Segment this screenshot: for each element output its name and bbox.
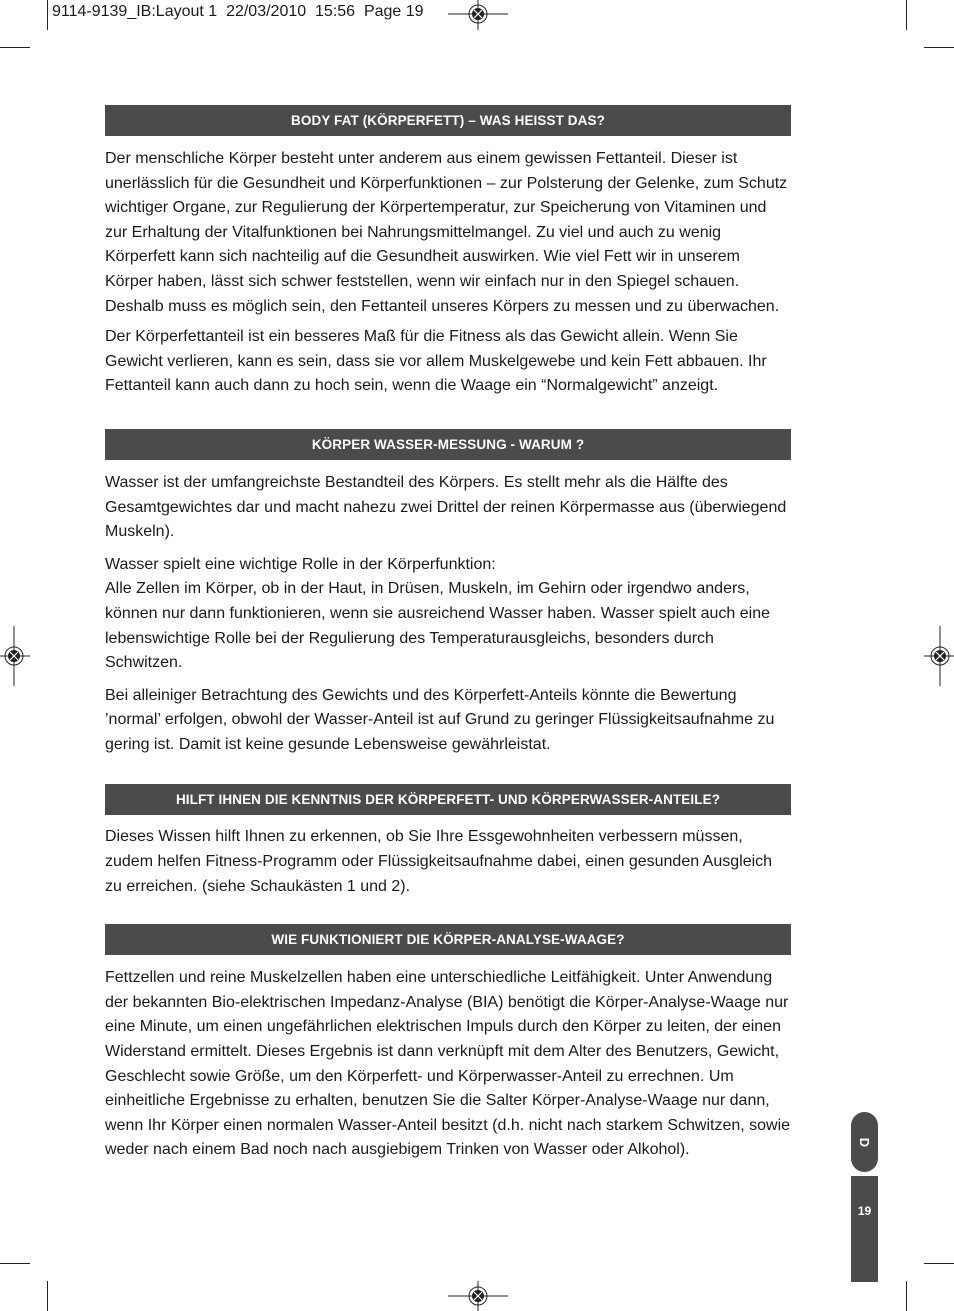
- language-tab-letter: D: [856, 1137, 872, 1147]
- crop-mark-top-right-h: [924, 47, 954, 48]
- crop-mark-top-left-v: [47, 0, 48, 30]
- paragraph: Alle Zellen im Körper, ob in der Haut, in Drüsen, Muskeln, im Gehirn oder irgendwo anders, können nur dann funktionieren, wenn sie ausreichend Wasser haben. Wasser spielt auch eine lebenswichtige Rolle bei der Regulierung des Temperaturausgleichs, besonders durch Schwitzen.: [105, 580, 770, 672]
- crop-mark-bottom-left-v: [47, 1281, 48, 1311]
- registration-mark-right-icon: [924, 626, 954, 686]
- paragraph: Wasser spielt eine wichtige Rolle in der Körperfunktion:: [105, 555, 496, 573]
- paragraph: Wasser ist der umfangreichste Bestandteil des Körpers. Es stellt mehr als die Hälfte des Gesamtgewichtes dar und macht nahezu zwei Drittel der reinen Körpermasse aus (überwiegend Muskeln).: [105, 473, 787, 541]
- registration-mark-left-icon: [0, 626, 30, 686]
- section-how-it-works: [105, 924, 791, 1163]
- print-slug: 9114-9139_IB:Layout 1 22/03/2010 15:56 Page 19: [52, 3, 424, 20]
- section-body-water: [105, 429, 791, 758]
- section-heading: BODY FAT (KÖRPERFETT) – WAS HEISST DAS?: [105, 105, 791, 136]
- section-heading: KÖRPER WASSER-MESSUNG - WARUM ?: [105, 429, 791, 460]
- language-tab: [851, 1112, 878, 1172]
- crop-mark-bottom-left-h: [0, 1263, 30, 1264]
- paragraph: Der menschliche Körper besteht unter anderem aus einem gewissen Fettanteil. Dieser ist unerlässlich für die Gesundheit und Körperfunktionen – zur Polsterung der Gelenke, zum Schutz wichtiger Organe, zur Regulierung der Körpertemperatur, zur Speicherung von Vitaminen und zur Erhaltung der Vitalfunktionen bei Nahrungsmittelmangel. Zu viel und auch zu wenig Körperfett kann sich nachteilig auf die Gesundheit auswirken. Wie viel Fett wir in unserem Körper haben, lässt sich schwer feststellen, wenn wir einfach nur in den Spiegel schauen. Deshalb muss es möglich sein, den Fettanteil unseres Körpers zu messen und zu überwachen.: [105, 150, 788, 315]
- section-heading: WIE FUNKTIONIERT DIE KÖRPER-ANALYSE-WAAGE?: [105, 924, 791, 955]
- page-number-tab: [851, 1176, 878, 1282]
- section-body-fat: [105, 105, 791, 399]
- paragraph: Dieses Wissen hilft Ihnen zu erkennen, ob Sie Ihre Essgewohnheiten verbessern müssen, zudem helfen Fitness-Programm oder Flüssigkeitsaufnahme dabei, einen gesunden Ausgleich zu erreichen. (siehe Schaukästen 1 und 2).: [105, 828, 773, 895]
- paragraph: Fettzellen und reine Muskelzellen haben eine unterschiedliche Leitfähigkeit. Unter Anwendung der bekannten Bio-elektrischen Impedanz-Analyse (BIA) benötigt die Körper-Analyse-Waage nur eine Minute, um einen ungefährlichen elektrischen Impuls durch den Körper zu leiten, der einen Widerstand ermittelt. Dieses Ergebnis ist dann verknüpft mit dem Alter des Benutzers, Gewicht, Geschlecht sowie Größe, um den Körperfett- und Körperwasser-Anteil zu errechnen. Um einheitliche Ergebnisse zu erhalten, benutzen Sie die Salter Körper-Analyse-Waage nur dann, wenn Ihr Körper einen normalen Wasser-Anteil besitzt (d.h. nicht nach starkem Schwitzen, sowie weder nach einem Bad noch nach ausgiebigem Trinken von Wasser oder Alkohol).: [105, 969, 791, 1159]
- paragraph: Der Körperfettanteil ist ein besseres Maß für die Fitness als das Gewicht allein. Wenn Sie Gewicht verlieren, kann es sein, dass sie vor allem Muskelgewebe und kein Fett abbauen. Ihr Fettanteil kann auch dann zu hoch sein, wenn die Waage ein “Normalgewicht” anzeigt.: [105, 328, 767, 395]
- paragraph: Bei alleiniger Betrachtung des Gewichts und des Körperfett-Anteils könnte die Bewertung ’normal’ erfolgen, obwohl der Wasser-Anteil ist auf Grund zu geringer Flüssigkeitsaufnahme zu gering ist. Damit ist keine gesunde Lebensweise gewährleistat.: [105, 686, 775, 753]
- section-knowledge: [105, 784, 791, 899]
- page-content: [105, 105, 791, 1163]
- page-number: 19: [857, 1204, 872, 1218]
- section-heading: HILFT IHNEN DIE KENNTNIS DER KÖRPERFETT- UND KÖRPERWASSER-ANTEILE?: [105, 784, 791, 815]
- crop-mark-top-right-v: [906, 0, 907, 30]
- registration-mark-top-icon: [448, 0, 508, 30]
- crop-mark-bottom-right-h: [924, 1263, 954, 1264]
- crop-mark-top-left-h: [0, 47, 30, 48]
- crop-mark-bottom-right-v: [906, 1281, 907, 1311]
- registration-mark-bottom-icon: [448, 1281, 508, 1311]
